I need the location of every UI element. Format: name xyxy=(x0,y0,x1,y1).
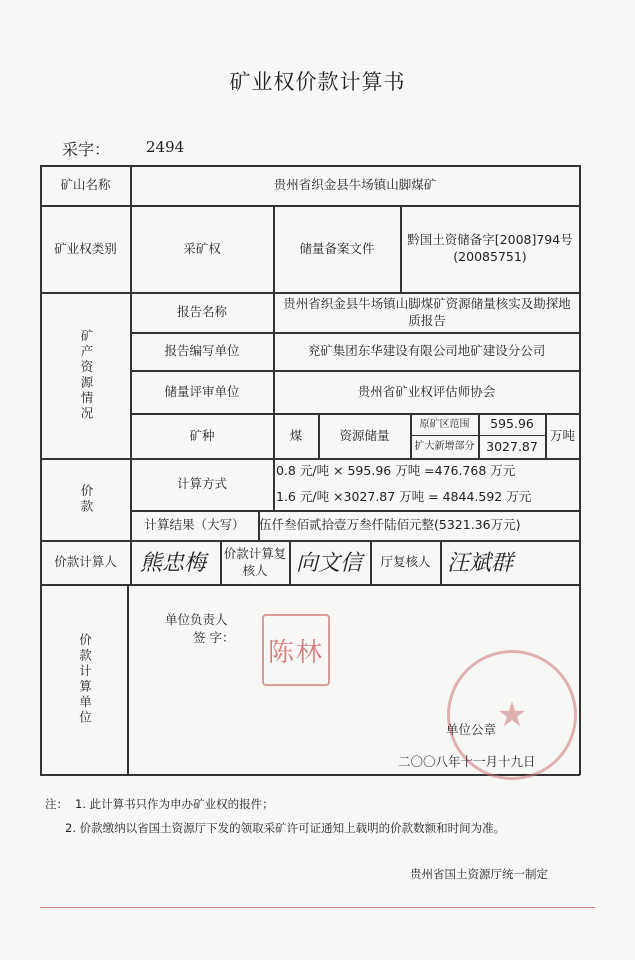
office-signature: 汪斌群 xyxy=(447,551,514,576)
author-value: 兖矿集团东华建设有限公司地矿建设分公司 xyxy=(307,343,546,359)
doc-label: 储量备案文件 xyxy=(299,240,375,256)
author-label: 报告编写单位 xyxy=(164,343,240,359)
mineral-value: 煤 xyxy=(289,427,303,443)
doc-value: 黔国土资储备字[2008]794号(20085751) xyxy=(407,232,573,264)
office-reviewer-label: 厅复核人 xyxy=(380,554,431,570)
reviewer-label: 储量评审单位 xyxy=(164,383,240,399)
scope2-label: 扩大新增部分 xyxy=(414,441,475,453)
scope2-value: 3027.87 xyxy=(486,438,538,454)
unit-sign-label: 签 字： xyxy=(193,630,235,645)
caizi-number: 2494 xyxy=(146,138,185,156)
scope1-label: 原矿区范围 xyxy=(419,418,470,430)
reserves-unit: 万吨 xyxy=(549,427,575,443)
reviewer-value: 贵州省矿业权评估师协会 xyxy=(357,383,496,399)
mineral-label: 矿种 xyxy=(189,427,215,443)
price-reviewer-label: 价款计算复核人 xyxy=(223,545,287,578)
formula-1: 0.8 元/吨 × 595.96 万吨 =476.768 万元 xyxy=(276,463,516,479)
footer-maker: 贵州省国土资源厅统一制定 xyxy=(410,867,548,881)
calculator-signature: 熊忠梅 xyxy=(140,551,207,576)
unit-section-label: 价款计算单位 xyxy=(77,633,93,726)
method-label: 计算方式 xyxy=(176,476,227,492)
personal-seal: 陈林 xyxy=(262,614,330,686)
caizi-label: 采字： xyxy=(62,140,111,159)
formula-2: 1.6 元/吨 ×3027.87 万吨 = 4844.592 万元 xyxy=(276,489,532,505)
result-value: 伍仟叁佰贰拾壹万叁仟陆佰元整(5321.36万元) xyxy=(259,517,521,533)
resource-section-label: 矿产资源情况 xyxy=(78,329,94,422)
price-section-label: 价款 xyxy=(78,484,94,515)
right-type-value: 采矿权 xyxy=(183,240,221,256)
mine-name-label: 矿山名称 xyxy=(60,177,111,193)
mine-name-value: 贵州省织金县牛场镇山脚煤矿 xyxy=(273,177,437,193)
note-1: 1. 此计算书只作为申办矿业权的报件； xyxy=(75,797,274,811)
report-name-value: 贵州省织金县牛场镇山脚煤矿资源储量核实及勘探地质报告 xyxy=(283,295,571,328)
notes-label: 注： xyxy=(45,797,68,811)
reserves-label: 资源储量 xyxy=(339,427,390,443)
right-type-label: 矿业权类别 xyxy=(54,240,117,256)
official-seal-icon: ★ xyxy=(447,650,577,780)
bottom-rule xyxy=(40,907,595,908)
report-name-label: 报告名称 xyxy=(176,304,227,320)
calculator-label: 价款计算人 xyxy=(54,554,117,570)
result-label: 计算结果（大写） xyxy=(144,517,245,533)
unit-head-label: 单位负责人 xyxy=(165,612,228,627)
issue-date: 二〇〇八年十一月十九日 xyxy=(398,754,536,769)
note-2: 2. 价款缴纳以省国土资源厅下发的领取采矿许可证通知上载明的价款数额和时间为准。 xyxy=(65,821,506,835)
document-title: 矿业权价款计算书 xyxy=(229,70,406,94)
reviewer-signature: 向文信 xyxy=(296,551,363,576)
scope1-value: 595.96 xyxy=(490,416,534,432)
official-seal-label: 单位公章 xyxy=(446,722,497,737)
